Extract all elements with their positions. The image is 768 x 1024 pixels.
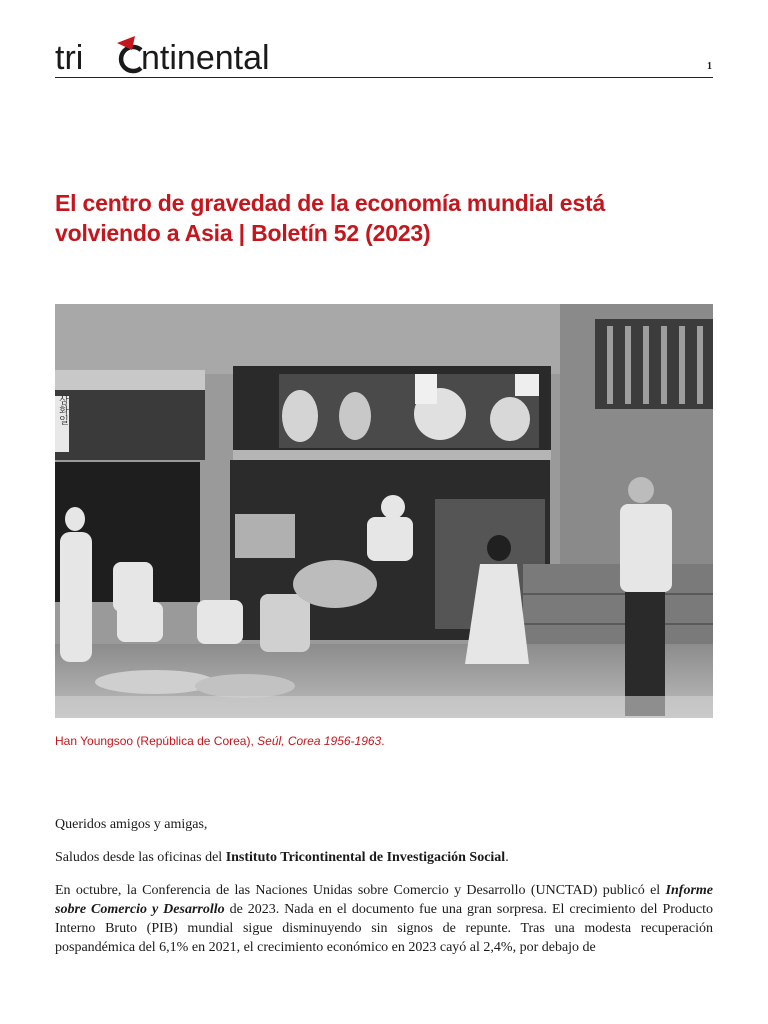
- greeting-offices-paragraph: [55, 848, 713, 867]
- article-title: El centro de gravedad de la economía mundial está volviendo a Asia | Boletín 52 (2023): [55, 190, 606, 246]
- p2-start: En octubre, la Conferencia de las Naciones Unidas sobre Comercio y Desarrollo (UNCTAD) publicó el: [55, 883, 666, 898]
- page-number: 1: [707, 61, 712, 72]
- logo-text-left: tri: [55, 39, 84, 74]
- market-photograph: [55, 304, 713, 718]
- p1-end: .: [505, 850, 509, 865]
- institute-name: Instituto Tricontinental de Investigación Social: [225, 850, 506, 865]
- logo-text-right: ntinental: [141, 39, 270, 74]
- report-title: Informe sobre Comercio y Desarrollo: [55, 883, 713, 917]
- caption-end: .: [381, 734, 385, 748]
- p2-end: de 2023. Nada en el documento fue una gran sorpresa. El crecimiento del Producto Interno Bruto (PIB) mundial sigue disminuyendo sin signos de repunte. Tras una modesta recuperación pospandémica del 6,1% en 2021, el crecimiento económico en 2023 cayó al 2,4%, por debajo de: [55, 902, 713, 955]
- logo-c-mark-icon: [117, 36, 141, 71]
- vertical-shop-sign: 삼화일: [56, 395, 68, 425]
- p1-start: Saludos desde las oficinas del: [55, 850, 226, 865]
- caption-author: Han Youngsoo (República de Corea),: [55, 734, 258, 748]
- photo-caption: [55, 734, 385, 748]
- greeting-paragraph: Queridos amigos y amigas,: [55, 817, 208, 832]
- caption-work: Seúl, Corea 1956-1963: [257, 734, 382, 748]
- page-header: [55, 28, 713, 78]
- unctad-paragraph: [55, 881, 713, 957]
- article-body: [55, 815, 713, 957]
- tricontinental-logo: [55, 34, 300, 74]
